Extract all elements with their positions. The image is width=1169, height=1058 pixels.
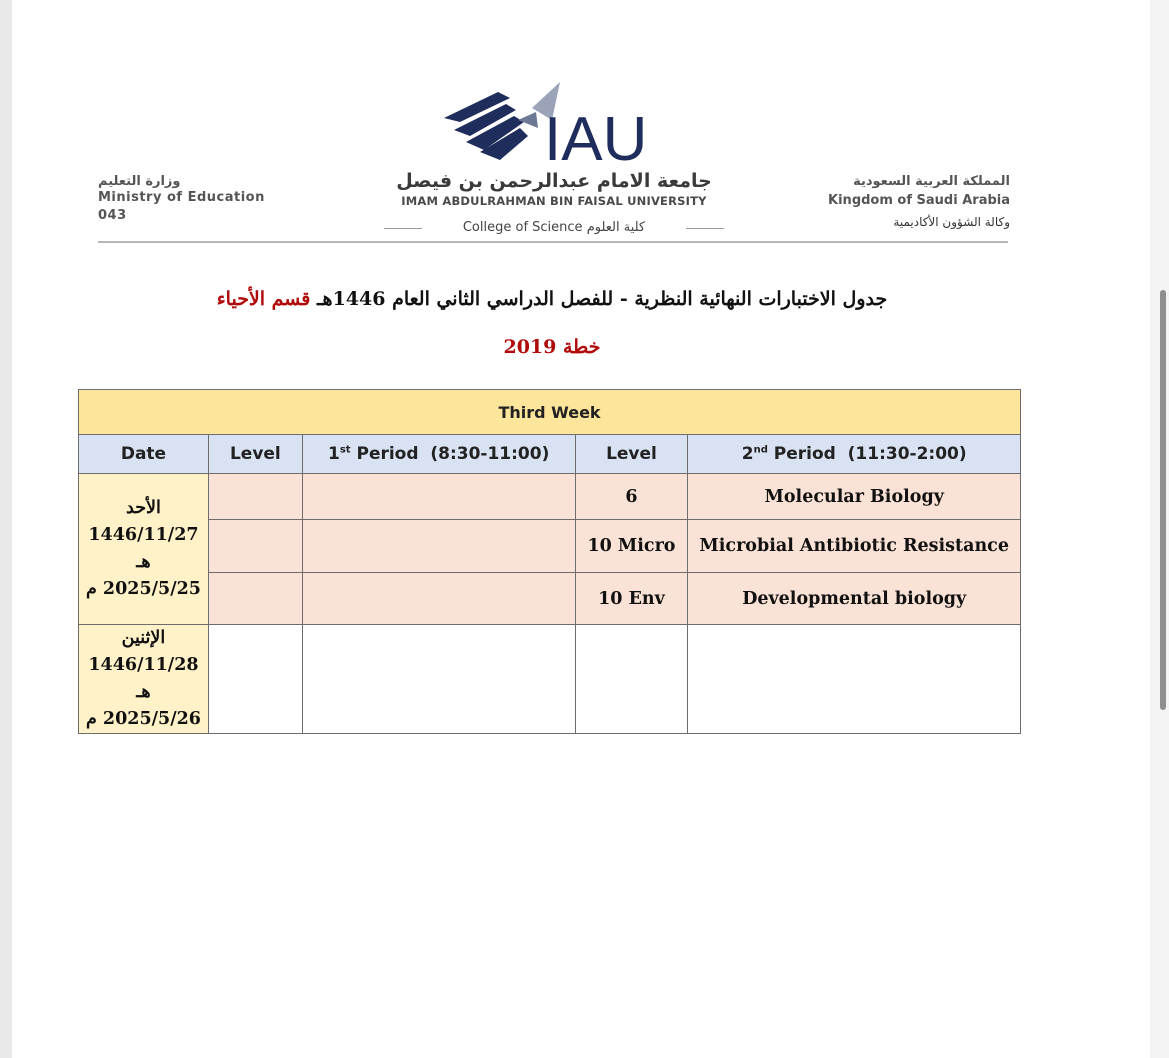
week-header-row xyxy=(79,390,1021,435)
level-2-cell: 6 xyxy=(575,474,688,520)
column-header-row xyxy=(79,435,1021,474)
date-cell-sunday xyxy=(79,474,209,625)
week-title: Third Week xyxy=(79,390,1021,435)
period-2-ordinal: 2 xyxy=(741,444,754,464)
day-name: الأحد xyxy=(126,498,161,518)
gregorian-date: 2025/5/26 م xyxy=(85,709,201,729)
course-2-cell: Developmental biology xyxy=(688,573,1021,625)
exam-schedule-table xyxy=(78,389,1021,734)
page-title xyxy=(112,288,992,310)
table-row xyxy=(79,520,1021,573)
plan-subtitle: خطة 2019 xyxy=(503,336,601,358)
level-1-cell xyxy=(208,474,302,520)
period-1-label: Period (8:30-11:00) xyxy=(350,444,550,464)
period-2-suffix: nd xyxy=(753,444,768,456)
table-row xyxy=(79,573,1021,625)
university-logo xyxy=(440,80,670,168)
header-period-1 xyxy=(302,435,575,474)
level-1-cell xyxy=(208,625,302,734)
header-date: Date xyxy=(79,435,209,474)
course-2-cell: Molecular Biology xyxy=(688,474,1021,520)
scrollbar-track[interactable] xyxy=(1150,0,1169,1058)
letterhead-kingdom xyxy=(780,172,1010,232)
kingdom-english: Kingdom of Saudi Arabia xyxy=(828,193,1010,208)
university-name-english: IMAM ABDULRAHMAN BIN FAISAL UNIVERSITY xyxy=(401,194,707,208)
ministry-arabic: وزارة التعليم xyxy=(98,174,181,189)
period-1-ordinal: 1 xyxy=(327,444,340,464)
level-1-cell xyxy=(208,520,302,573)
letterhead-divider xyxy=(98,241,1008,243)
level-2-cell xyxy=(575,625,688,734)
course-1-cell xyxy=(302,625,575,734)
college-line xyxy=(384,218,724,240)
course-1-cell xyxy=(302,474,575,520)
divider xyxy=(384,228,422,229)
course-1-cell xyxy=(302,573,575,625)
header-level-1: Level xyxy=(208,435,302,474)
level-1-cell xyxy=(208,573,302,625)
level-2-cell: 10 Env xyxy=(575,573,688,625)
gregorian-date: 2025/5/25 م xyxy=(85,579,201,599)
header-level-2: Level xyxy=(575,435,688,474)
course-1-cell xyxy=(302,520,575,573)
header-period-2 xyxy=(688,435,1021,474)
course-2-cell xyxy=(688,625,1021,734)
document-page xyxy=(12,0,1150,1058)
university-name-arabic: جامعة الامام عبدالرحمن بن فيصل xyxy=(396,170,712,192)
letterhead-ministry xyxy=(98,174,328,225)
table-row xyxy=(79,474,1021,520)
college-name: College of Science كلية العلوم xyxy=(462,220,646,235)
hijri-date: 1446/11/27 هـ xyxy=(88,525,199,572)
date-cell-monday xyxy=(79,625,209,734)
ministry-code: 043 xyxy=(98,208,127,223)
course-2-cell: Microbial Antibiotic Resistance xyxy=(688,520,1021,573)
logo-emblem-icon xyxy=(444,82,560,160)
title-main: جدول الاختبارات النهائية النظرية - للفصل الدراسي الثاني العام 1446هـ xyxy=(316,288,888,310)
table-row xyxy=(79,625,1021,734)
day-name: الإثنين xyxy=(121,628,166,648)
logo-text: IAU xyxy=(544,105,648,168)
divider xyxy=(686,228,724,229)
hijri-date: 1446/11/28 هـ xyxy=(88,655,199,702)
title-department: قسم الأحياء xyxy=(216,288,311,310)
period-2-label: Period (11:30-2:00) xyxy=(767,444,967,464)
period-1-suffix: st xyxy=(339,444,351,456)
level-2-cell: 10 Micro xyxy=(575,520,688,573)
academic-affairs-agency: وكالة الشؤون الأكاديمية xyxy=(893,215,1010,229)
scrollbar-thumb[interactable] xyxy=(1160,290,1166,710)
kingdom-arabic: المملكة العربية السعودية xyxy=(853,174,1010,189)
ministry-english: Ministry of Education xyxy=(98,190,265,205)
